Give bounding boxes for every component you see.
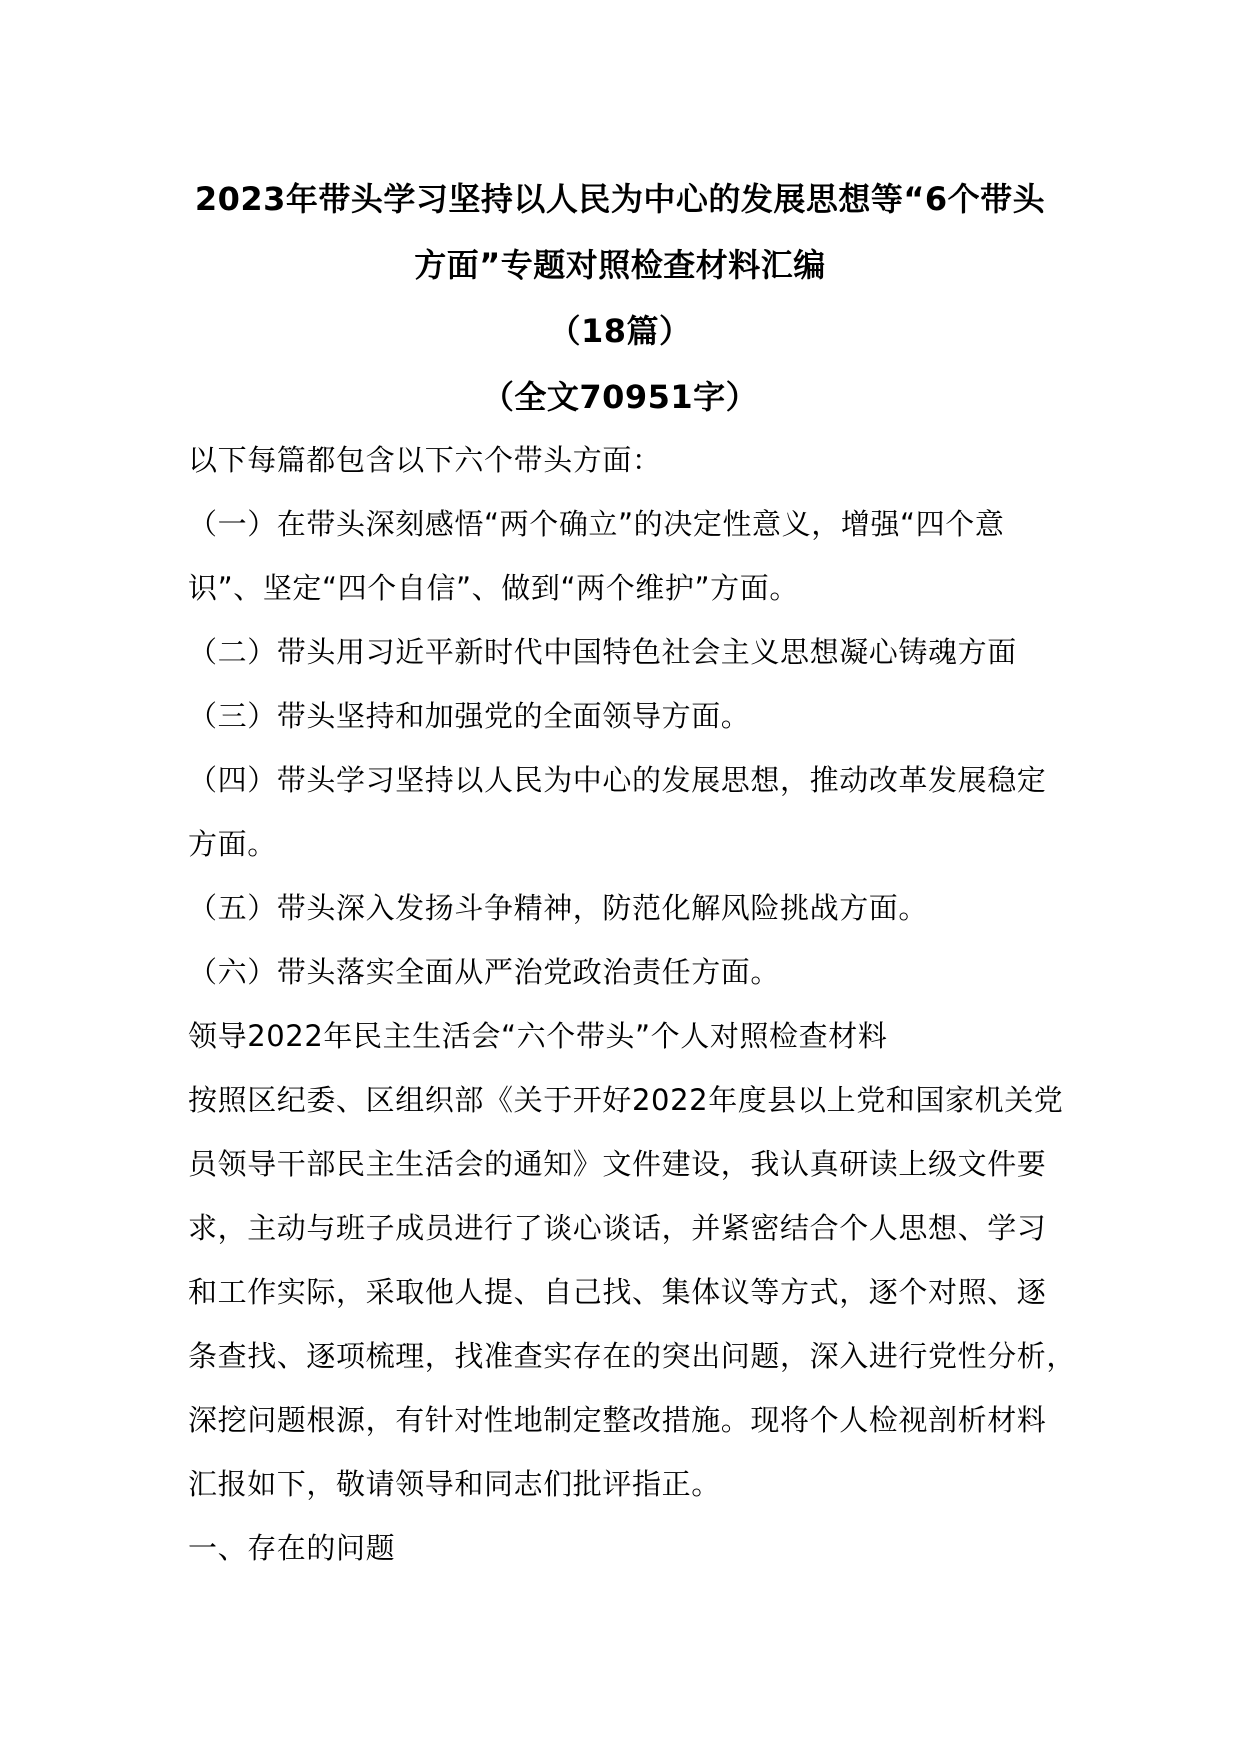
article-title: 领导2022年民主生活会“六个带头”个人对照检查材料	[188, 1019, 888, 1053]
body-paragraph-line-5: 条查找、逐项梳理，找准查实存在的突出问题，深入进行党性分析，	[188, 1339, 1077, 1373]
document-title-line-1: 2023年带头学习坚持以人民为中心的发展思想等“6个带头	[194, 180, 1046, 218]
body-paragraph-line-6: 深挖问题根源，有针对性地制定整改措施。现将个人检视剖析材料	[188, 1403, 1047, 1437]
aspect-item-3: （三）带头坚持和加强党的全面领导方面。	[188, 699, 751, 733]
aspect-item-4-line-1: （四）带头学习坚持以人民为中心的发展思想，推动改革发展稳定	[188, 763, 1047, 797]
aspect-item-4-line-2: 方面。	[188, 827, 277, 861]
word-count-note: （全文70951字）	[481, 378, 759, 416]
aspect-item-5: （五）带头深入发扬斗争精神，防范化解风险挑战方面。	[188, 891, 929, 925]
intro-text: 以下每篇都包含以下六个带头方面：	[188, 443, 662, 477]
count-note: （18篇）	[548, 312, 692, 350]
section-heading: 一、存在的问题	[188, 1531, 396, 1565]
body-paragraph-line-2: 员领导干部民主生活会的通知》文件建设，我认真研读上级文件要	[188, 1147, 1047, 1181]
body-paragraph-line-3: 求，主动与班子成员进行了谈心谈话，并紧密结合个人思想、学习	[188, 1211, 1047, 1245]
aspect-item-1-line-2: 识”、坚定“四个自信”、做到“两个维护”方面。	[188, 571, 799, 605]
aspect-item-6: （六）带头落实全面从严治党政治责任方面。	[188, 955, 781, 989]
body-paragraph-line-4: 和工作实际，采取他人提、自己找、集体议等方式，逐个对照、逐	[188, 1275, 1047, 1309]
aspect-item-1-line-1: （一）在带头深刻感悟“两个确立”的决定性意义，增强“四个意	[188, 507, 1005, 541]
body-paragraph-line-1: 按照区纪委、区组织部《关于开好2022年度县以上党和国家机关党	[188, 1083, 1064, 1117]
aspect-item-2: （二）带头用习近平新时代中国特色社会主义思想凝心铸魂方面	[188, 635, 1017, 669]
body-paragraph-line-7: 汇报如下，敬请领导和同志们批评指正。	[188, 1467, 721, 1501]
document-title-line-2: 方面”专题对照检查材料汇编	[414, 246, 826, 284]
